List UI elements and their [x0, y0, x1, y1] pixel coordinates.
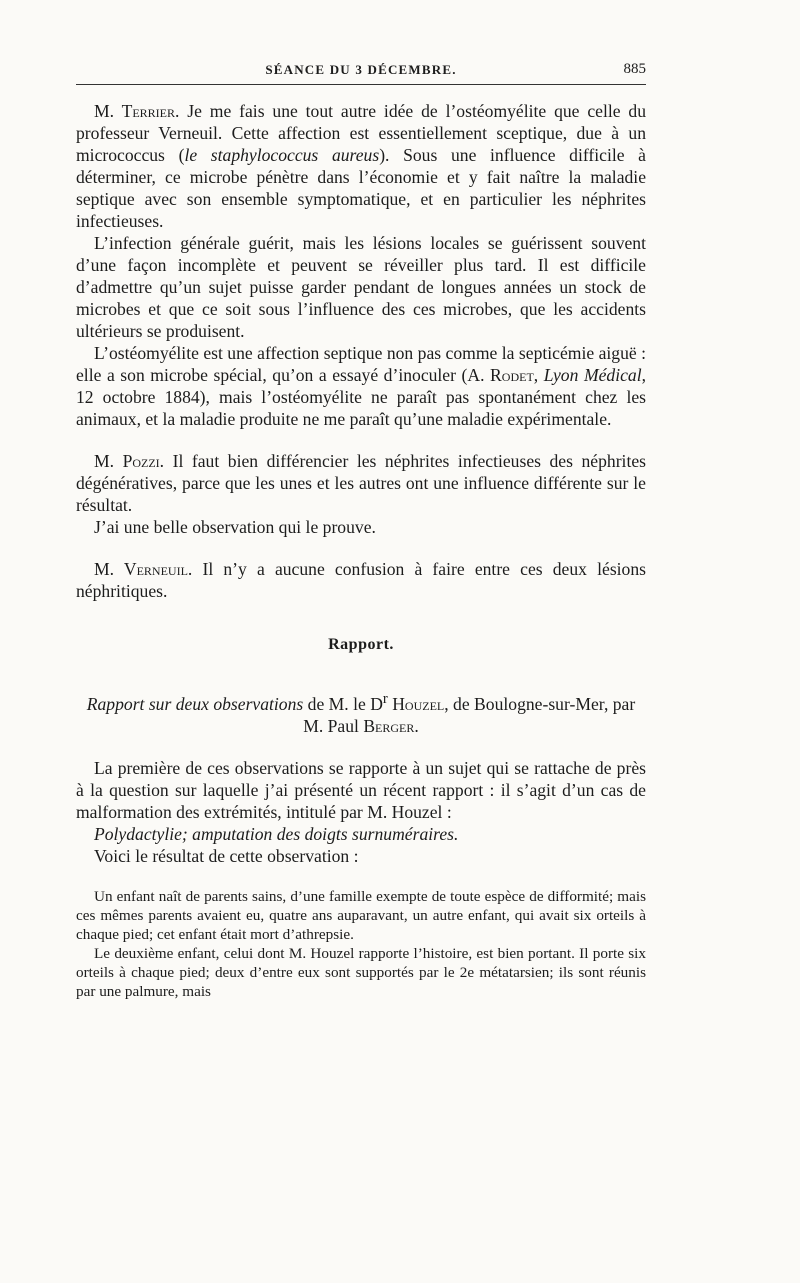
spacer	[76, 656, 646, 688]
speaker-pozzi: M. Pozzi.	[94, 451, 165, 471]
journal-title: Lyon Médical	[543, 365, 642, 385]
text: .	[414, 715, 419, 736]
text: ). Sous une influence difficile à déterminer, ce microbe pénètre dans l’économie et y fait naître la maladie septique avec son ensemble symptomatique, et en particulier les néphrites infectieuses.	[76, 145, 646, 231]
rapport-title	[76, 688, 646, 737]
running-head	[76, 62, 646, 85]
page-number: 885	[623, 61, 646, 77]
paragraph: L’infection générale guérit, mais les lésions locales se guérissent souvent d’une façon incomplète et peuvent se réveiller plus tard. Il est difficile d’admettre qu’un sujet puisse garder pendant de longues années un stock de microbes et que ce soit sous l’influence des ces microbes, que les accidents ultérieurs se produisent.	[76, 233, 646, 341]
paragraph-pozzi	[76, 450, 646, 516]
italic-text: Rapport sur deux observations	[86, 693, 304, 714]
text: ,	[533, 365, 544, 385]
text: de M. le D	[303, 693, 383, 714]
paragraph-verneuil	[76, 558, 646, 602]
running-head-title: SÉANCE DU 3 DÉCEMBRE.	[265, 62, 457, 77]
paragraph	[76, 342, 646, 430]
text: Il n’y a aucune confusion à faire entre ces deux lésions néphritiques.	[76, 559, 646, 601]
author-name: Rodet	[490, 365, 534, 385]
paragraph: La première de ces observations se rapporte à un sujet qui se rattache de près à la question sur laquelle j’ai présenté un récent rapport : il s’agit d’un cas de malformation des extrémités, intitulé par M. Houzel :	[76, 757, 646, 822]
speaker-terrier: M. Terrier.	[94, 101, 180, 121]
text: , 12 octobre 1884), mais l’ostéomyélite ne paraît pas spontanément chez les animaux, et la maladie produite ne me paraît qu’une maladie expérimentale.	[76, 365, 646, 429]
text: Il faut bien différencier les néphrites infectieuses des néphrites dégénératives, parce que les unes et les autres ont une influence différente sur le résultat.	[76, 451, 646, 515]
section-title: Rapport.	[328, 636, 394, 653]
paragraph-terrier	[76, 100, 646, 232]
author-name: Berger	[363, 715, 415, 736]
spacer	[76, 602, 646, 634]
paragraph-small: Le deuxième enfant, celui dont M. Houzel rapporte l’histoire, est bien portant. Il porte six orteils à chaque pied; deux d’entre eux sont supportés par le 2e métatarsien; ils sont réunis par une palmure, mais	[76, 944, 646, 1000]
paragraph: Voici le résultat de cette observation :	[94, 845, 359, 866]
text: Je me fais une tout autre idée de l’ostéomyélite que celle du professeur Verneuil. Cette affection est essentiellement sceptique, due à un micrococcus (	[76, 101, 646, 165]
spacer	[76, 737, 646, 757]
paragraph-small: Un enfant naît de parents sains, d’une famille exempte de toute espèce de difformité; mais ces mêmes parents avaient eu, quatre ans auparavant, un autre enfant, qui avait six orteils à chaque pied; cet enfant était mort d’athrepsie.	[76, 887, 646, 943]
paragraph: J’ai une belle observation qui le prouve.	[94, 517, 376, 537]
body-text	[76, 100, 646, 1001]
paragraph-italic: Polydactylie; amputation des doigts surnuméraires.	[94, 823, 459, 844]
text: , de Boulogne-sur-Mer, par M. Paul	[303, 693, 636, 736]
superscript: r	[382, 691, 388, 707]
text: L’ostéomyélite est une affection septique non pas comme la septicémie aiguë : elle a son microbe spécial, qu’on a essayé d’inoculer (A.	[76, 343, 646, 385]
spacer	[76, 538, 646, 558]
spacer	[76, 430, 646, 450]
italic-text: le staphylococcus aureus	[184, 145, 380, 165]
spacer	[76, 867, 646, 887]
author-name: Houzel	[387, 693, 445, 714]
speaker-verneuil: M. Verneuil.	[94, 559, 193, 579]
